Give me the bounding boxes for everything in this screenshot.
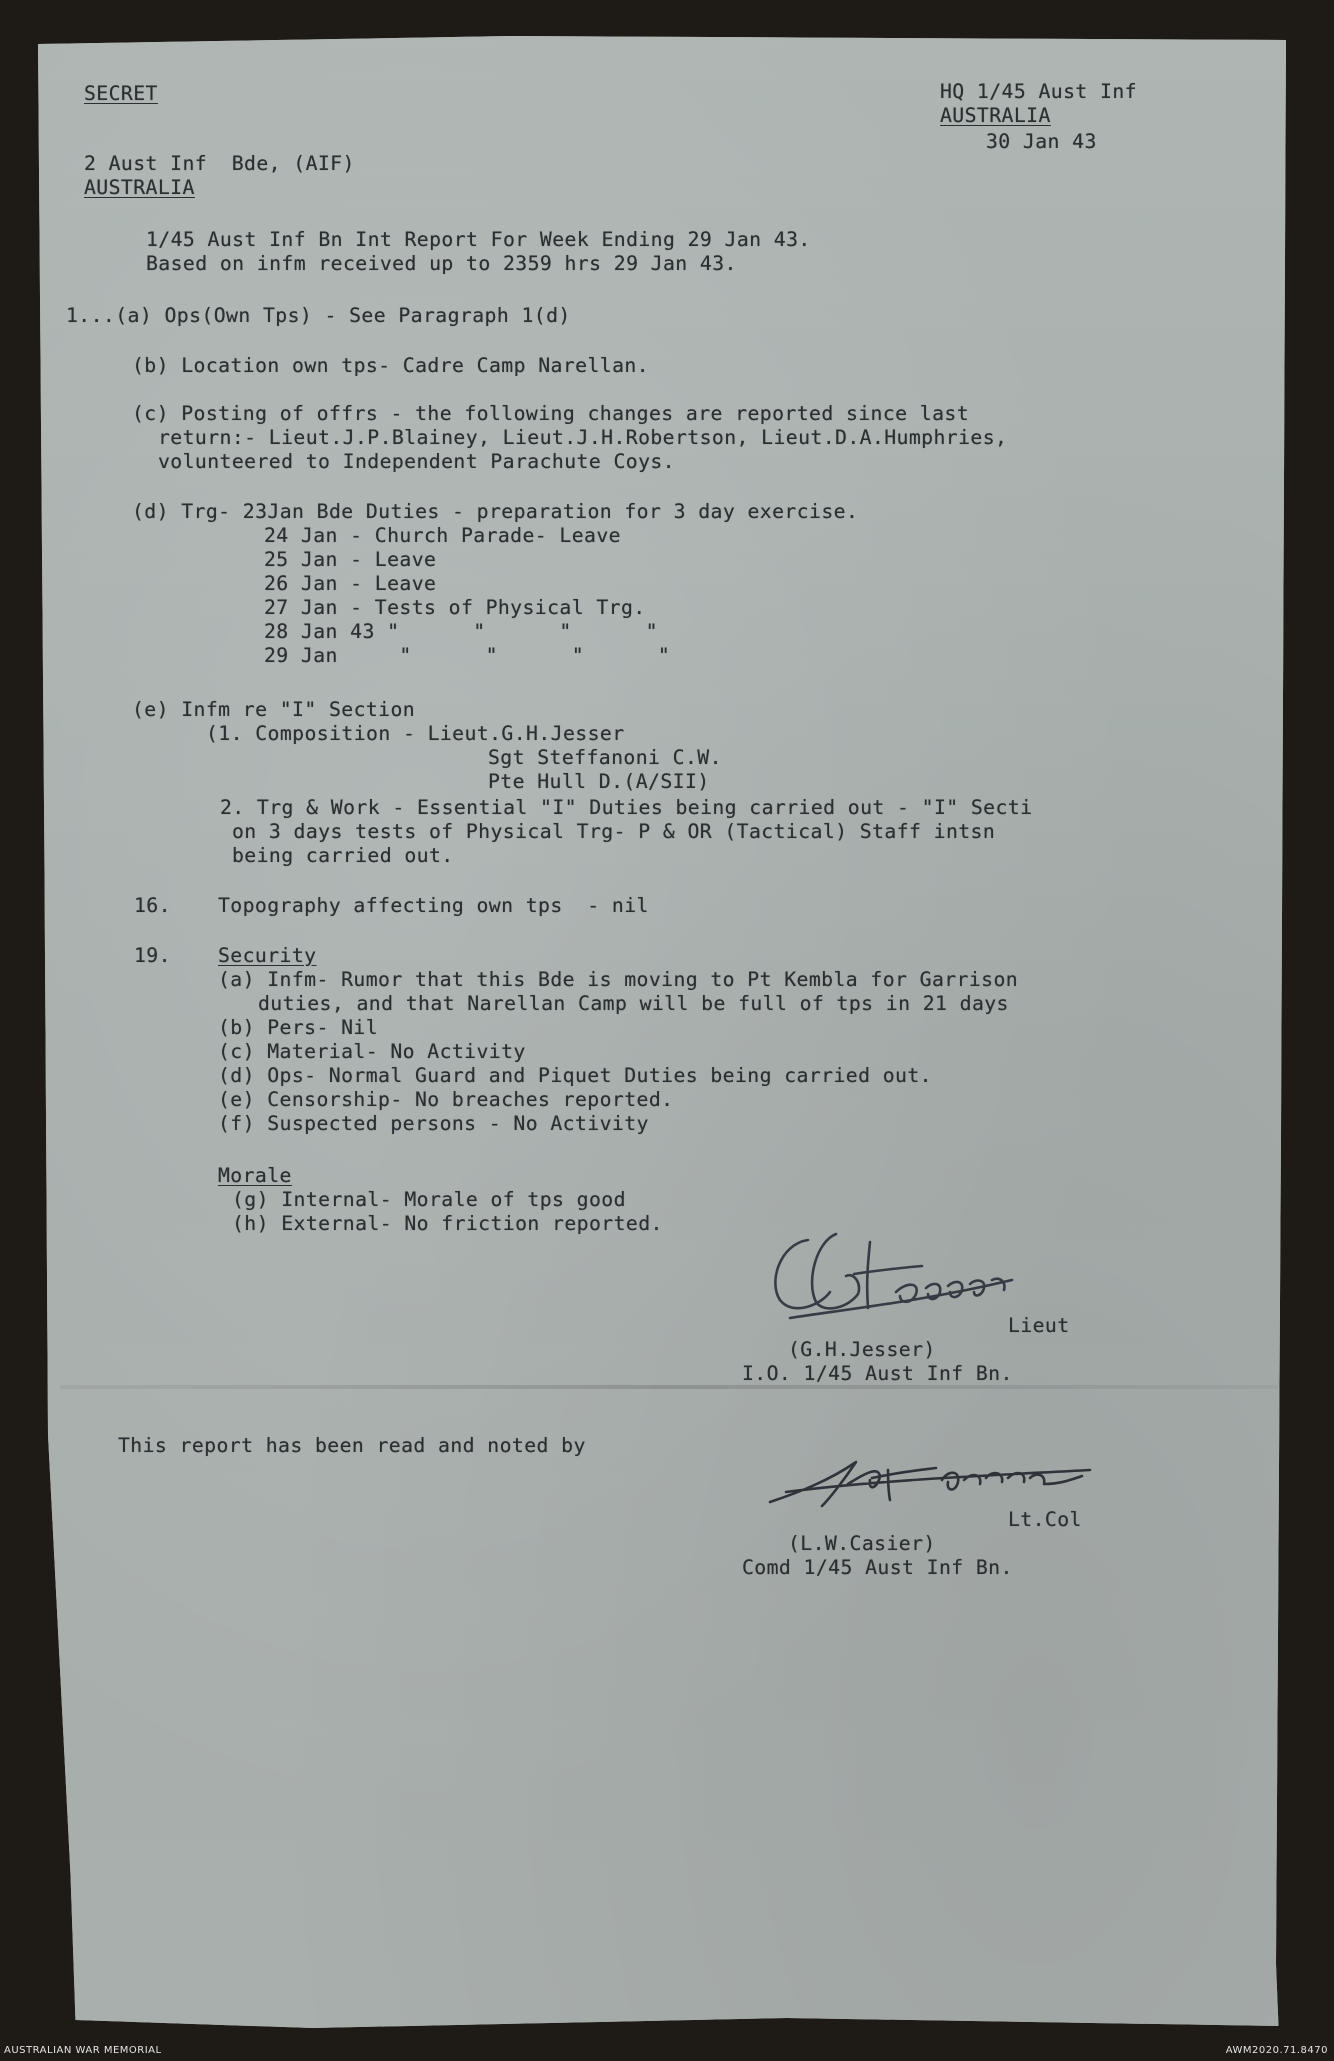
- para-1c-line3: volunteered to Independent Parachute Coys.: [158, 450, 675, 473]
- report-subject: 1/45 Aust Inf Bn Int Report For Week Ending 29 Jan 43.: [146, 228, 811, 251]
- security-d: (d) Ops- Normal Guard and Piquet Duties being carried out.: [218, 1064, 932, 1087]
- security-a-line1: (a) Infm- Rumor that this Bde is moving to Pt Kembla for Garrison: [218, 968, 1019, 991]
- signatory2-title: Comd 1/45 Aust Inf Bn.: [742, 1556, 1013, 1579]
- report-basis: Based on infm received up to 2359 hrs 29 Jan 43.: [146, 252, 737, 275]
- para-1e-line3: Sgt Steffanoni C.W.: [488, 746, 722, 769]
- jesser-signature: [750, 1222, 1040, 1332]
- para-1b: (b) Location own tps- Cadre Camp Narellan.: [132, 354, 649, 377]
- hq-country: AUSTRALIA: [940, 104, 1051, 127]
- morale-g: (g) Internal- Morale of tps good: [232, 1188, 626, 1211]
- archive-credit: AUSTRALIAN WAR MEMORIAL: [4, 2045, 162, 2056]
- security-a-line2: duties, and that Narellan Camp will be full of tps in 21 days: [258, 992, 1009, 1015]
- addressee-line: 2 Aust Inf Bde, (AIF): [84, 152, 355, 175]
- para-1d-line6: 28 Jan 43 " " " ": [264, 620, 658, 643]
- security-c: (c) Material- No Activity: [218, 1040, 526, 1063]
- archive-reference: AWM2020.71.8470: [1225, 2045, 1328, 2056]
- para-1d-line5: 27 Jan - Tests of Physical Trg.: [264, 596, 646, 619]
- security-b: (b) Pers- Nil: [218, 1016, 379, 1039]
- hq-line: HQ 1/45 Aust Inf: [940, 80, 1137, 103]
- morale-heading: Morale: [218, 1164, 292, 1187]
- para-16-number: 16.: [134, 894, 171, 917]
- para-1d-line3: 25 Jan - Leave: [264, 548, 437, 571]
- paper-fold-crease: [60, 1385, 1278, 1389]
- para-19-number: 19.: [134, 944, 171, 967]
- para-1d-line4: 26 Jan - Leave: [264, 572, 437, 595]
- para-1e-line5: 2. Trg & Work - Essential "I" Duties being carried out - "I" Secti: [220, 796, 1033, 819]
- classification-marking: SECRET: [84, 82, 158, 105]
- signatory2-name: (L.W.Casier): [788, 1532, 936, 1555]
- para-1a: 1...(a) Ops(Own Tps) - See Paragraph 1(d): [66, 304, 571, 327]
- para-1e-line7: being carried out.: [232, 844, 454, 867]
- addressee-country: AUSTRALIA: [84, 176, 195, 199]
- signatory1-name: (G.H.Jesser): [788, 1338, 936, 1361]
- document-date: 30 Jan 43: [986, 130, 1097, 153]
- para-1d-line7: 29 Jan " " " ": [264, 644, 671, 667]
- signatory2-rank: Lt.Col: [1008, 1508, 1082, 1531]
- para-1e-line6: on 3 days tests of Physical Trg- P & OR (Tactical) Staff intsn: [232, 820, 996, 843]
- security-heading: Security: [218, 944, 317, 967]
- para-1d-line2: 24 Jan - Church Parade- Leave: [264, 524, 621, 547]
- para-1c-line1: (c) Posting of offrs - the following changes are reported since last: [132, 402, 970, 425]
- para-1c-line2: return:- Lieut.J.P.Blainey, Lieut.J.H.Robertson, Lieut.D.A.Humphries,: [158, 426, 1008, 449]
- para-1e-line2: (1. Composition - Lieut.G.H.Jesser: [206, 722, 625, 745]
- para-1d-line1: (d) Trg- 23Jan Bde Duties - preparation for 3 day exercise.: [132, 500, 859, 523]
- morale-h: (h) External- No friction reported.: [232, 1212, 663, 1235]
- security-f: (f) Suspected persons - No Activity: [218, 1112, 649, 1135]
- signatory1-title: I.O. 1/45 Aust Inf Bn.: [742, 1362, 1013, 1385]
- para-1e-line4: Pte Hull D.(A/SII): [488, 770, 710, 793]
- para-16-text: Topography affecting own tps - nil: [218, 894, 649, 917]
- read-noted-statement: This report has been read and noted by: [118, 1434, 586, 1457]
- signatory1-rank: Lieut: [1008, 1314, 1070, 1337]
- para-1e-line1: (e) Infm re "I" Section: [132, 698, 416, 721]
- security-e: (e) Censorship- No breaches reported.: [218, 1088, 674, 1111]
